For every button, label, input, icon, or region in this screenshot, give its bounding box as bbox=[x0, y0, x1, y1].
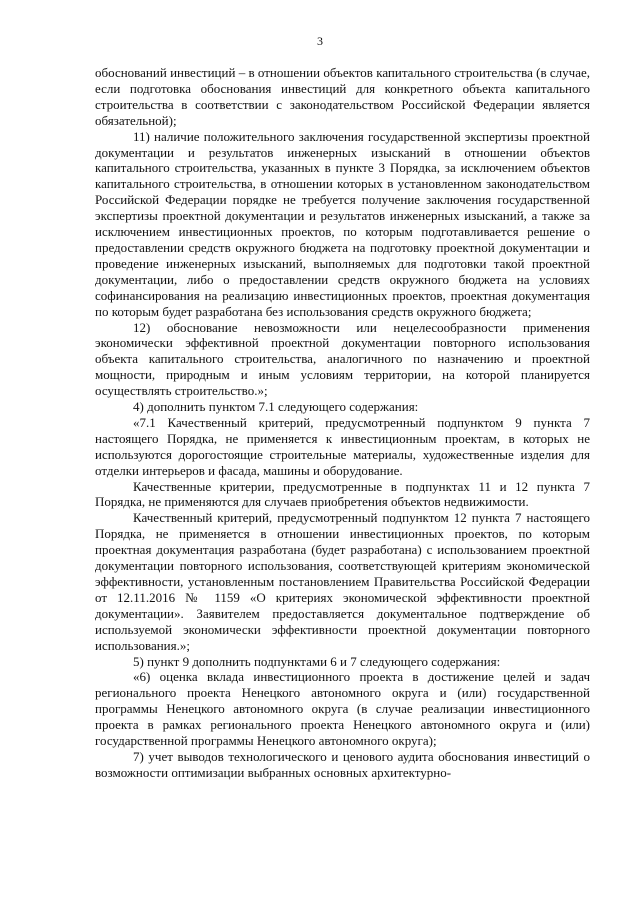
paragraph-clause-7-1: «7.1 Качественный критерий, предусмотренный подпунктом 9 пункта 7 настоящего Порядка, не применяется к инвестиционным проектам, в которых не используются дорогостоящие строительные материалы, художественные изделия для отделки интерьеров и фасада, машины и оборудование. bbox=[95, 414, 590, 478]
paragraph-item-12: 12) обоснование невозможности или нецелесообразности применения экономически эффективной проектной документации повторного использования объекта капитального строительства, аналогичного по назначению и проектной мощности, природным и иным условиям территории, на которой планируется осуществлять строительство.»; bbox=[95, 319, 590, 399]
paragraph-amendment-4: 4) дополнить пунктом 7.1 следующего содержания: bbox=[133, 399, 419, 415]
paragraph-item-7: 7) учет выводов технологического и ценового аудита обоснования инвестиций о возможности оптимизации выбранных основных архитектурно- bbox=[95, 748, 590, 780]
paragraph-item-11: 11) наличие положительного заключения государственной экспертизы проектной документации и результатов инженерных изысканий в отношении объектов капитального строительства, указанных в пункте 3 Порядка, за исключением объектов капитального строительства, в отношении которых в установленном законодательством Российской Федерации порядке не требуется получение заключения государственной экспертизы проектной документации и результатов инженерных изысканий, а также за исключением инвестиционных проектов, по которым подготавливается решение о предоставлении средств окружного бюджета на подготовку проектной документации и проведение инженерных изысканий, выполняемых для подготовки такой проектной документации, либо о предоставлении средств окружного бюджета на условиях софинансирования на реализацию инвестиционных проектов, проектная документация по которым будет разработана без использования средств окружного бюджета; bbox=[95, 128, 590, 319]
paragraph-amendment-5: 5) пункт 9 дополнить подпунктами 6 и 7 следующего содержания: bbox=[133, 653, 501, 669]
document-body bbox=[95, 65, 590, 781]
paragraph-criteria-11-12: Качественные критерии, предусмотренные в подпунктах 11 и 12 пункта 7 Порядка, не применяются для случаев приобретения объектов недвижимости. bbox=[95, 478, 590, 510]
paragraph-criterion-12: Качественный критерий, предусмотренный подпунктом 12 пункта 7 настоящего Порядка, не применяется в отношении инвестиционных проектов, по которым проектная документация разработана (будет разработана) с использованием проектной документации повторного использования, соответствующей критериям экономической эффективности, установленным постановлением Правительства Российской Федерации от 12.11.2016 № 1159 «О критериях экономической эффективности проектной документации». Заявителем предоставляется документальное подтверждение об используемой экономически эффективности проектной документации повторного использования.»; bbox=[95, 510, 590, 653]
page-number: 3 bbox=[317, 34, 323, 48]
paragraph-continuation: обоснований инвестиций – в отношении объектов капитального строительства (в случае, если подготовка обоснования инвестиций для конкретного объекта капитального строительства в соответствии с законодательством Российской Федерации является обязательной); bbox=[95, 65, 590, 128]
paragraph-item-6: «6) оценка вклада инвестиционного проекта в достижение целей и задач регионального проекта Ненецкого автономного округа и (или) государственной программы Ненецкого автономного округа (в случае реализации инвестиционного проекта в рамках регионального проекта Ненецкого автономного округа и (или) государственной программы Ненецкого автономного округа); bbox=[95, 669, 590, 749]
